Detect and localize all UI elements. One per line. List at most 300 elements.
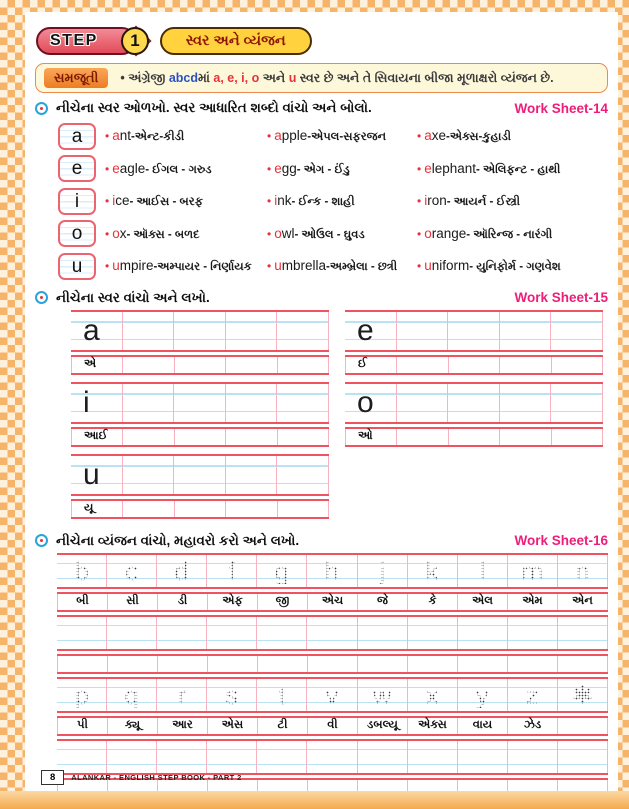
writing-cell [358,679,408,711]
gujarati-letter-name: એફ [222,595,243,607]
word-initial-letter: i [112,193,116,209]
word-gujarati-meaning: - ઈગલ - ગરુડ [145,163,212,176]
trace-letter: q [124,679,139,710]
writing-cell [123,456,175,494]
gujarati-letter-name: એચ [321,595,344,607]
word-initial-letter: e [112,160,120,176]
word-rest: lephant [431,160,477,176]
trace-letter: c [125,555,139,586]
vowel-word-item [105,128,267,144]
trace-letter: w [372,679,392,710]
target-bullet-icon [35,291,48,304]
name-cell [458,656,508,672]
trace-letter: l [479,555,486,586]
name-cell [358,594,408,610]
vowel-word-item [417,193,608,209]
vowel-word-row [58,218,608,251]
name-cell [500,357,551,373]
vowel-letter: e [71,158,83,180]
gujarati-letter-name: ડબલ્યૂ [367,719,398,731]
writing-cell [448,384,500,422]
writing-cell [408,679,458,711]
writing-cell [358,741,408,773]
trace-letter: z [525,679,539,710]
name-cell [71,501,123,517]
word-gujarati-meaning: - એગ - ઈંડુ [296,163,350,176]
name-cell [226,501,277,517]
name-cell [278,357,329,373]
vowel-letter: a [71,125,83,147]
gujarati-letter-name: સી [126,595,139,607]
explanation-text [120,71,553,86]
model-letter: o [357,385,374,419]
gujarati-letter-name: ક્યૂ [124,719,141,731]
letter-name-row [57,654,608,674]
vowel-practice-block [71,310,329,375]
writing-cell [157,555,207,587]
word-gujarati-meaning: - ઑરિન્જ - નારંગી [466,228,553,241]
writing-cell [345,312,397,350]
writing-cell [123,384,175,422]
name-cell [408,656,458,672]
gujarati-letter-name: એલ [472,595,493,607]
name-cell [358,656,408,672]
word-initial-letter: o [274,225,282,241]
vowel-word-row [58,120,608,153]
writing-cell [500,384,552,422]
target-bullet-icon [35,102,48,115]
vowel-letter-box [58,123,96,150]
gujarati-letter-name: વાય [472,719,493,731]
vowel-word-item [267,226,417,242]
gujarati-letter-name: જી [275,595,290,607]
writing-cell [123,312,175,350]
writing-cell [174,312,226,350]
writing-cell [207,679,257,711]
name-cell [57,656,108,672]
name-cell [397,357,448,373]
name-cell [158,656,208,672]
trace-letter: n [575,555,590,586]
trace-letter: g [274,555,290,586]
name-cell [57,718,108,734]
bullet-dot: • [105,194,110,209]
word-initial-letter: i [424,193,428,209]
name-cell [358,718,408,734]
word-gujarati-meaning: -એપલ-સફરજન [307,131,387,144]
gujarati-letter-name: આર [172,719,193,731]
vowel-word-item [105,161,267,177]
name-cell [123,501,174,517]
worksheet16-instruction: નીચેના વ્યંજન વાંચો, મહાવરો કરો અને લખો. [56,532,300,548]
word-rest: pple [281,128,308,144]
word-rest: range [431,225,467,241]
name-cell [108,718,158,734]
name-cell [57,594,108,610]
explain-u: u [288,70,297,85]
name-cell [175,357,226,373]
writing-cell [508,555,558,587]
chapter-title: સ્વર અને વ્યંજન [160,27,312,55]
writing-cell [277,384,329,422]
word-initial-letter: e [424,160,432,176]
bottom-border-band [0,791,629,809]
trace-letter: b [74,555,89,586]
vowel-word-row [58,185,608,218]
writing-cell [226,312,278,350]
trace-letter: h [324,555,340,586]
writing-cell [157,741,207,773]
trace-letter: s [225,679,239,710]
word-initial-letter: i [274,193,278,209]
name-cell [71,357,123,373]
worksheet14-heading-row [35,100,608,116]
name-cell [175,501,226,517]
worksheet15-label: Work Sheet-15 [514,290,608,305]
writing-cell [408,555,458,587]
gujarati-letter-name: ઝેડ [523,719,542,731]
bullet-dot: • [417,129,422,144]
writing-cell [408,741,458,773]
writing-cell [307,679,357,711]
consonant-practice-grid [57,553,608,793]
vowel-practice-area [35,310,608,526]
vowel-word-item [105,258,267,274]
ruled-writing-row [57,553,608,589]
word-rest: mbrella [281,258,326,274]
writing-cell [448,312,500,350]
letter-name-row [71,427,329,447]
worksheet16-label: Work Sheet-16 [514,533,608,548]
book-title: ALANKAR - ENGLISH STEP BOOK - PART 2 [71,773,242,782]
step-number-badge: 1 [121,27,149,55]
writing-cell [458,617,508,649]
writing-cell [257,679,307,711]
vowel-letter-box [58,188,96,215]
writing-cell [57,555,107,587]
writing-cell [558,741,608,773]
vowel-letter-box [58,155,96,182]
vowel-word-item [417,128,608,144]
gujarati-letter-name: એક્સ [418,719,447,731]
gujarati-letter-name: બી [76,595,89,607]
model-letter: a [83,313,100,347]
trace-letter: j [379,555,385,586]
word-rest: mpire [119,258,154,274]
ruled-writing-row [57,677,608,713]
gujarati-letter-name: એસ [221,719,244,731]
name-cell [278,429,329,445]
gujarati-letter-name: યૂ [84,502,94,514]
word-rest: x [119,225,127,241]
name-cell [558,718,608,734]
vowel-word-item [417,258,608,274]
name-cell [71,429,123,445]
vowel-practice-right-column [345,310,603,526]
name-cell [208,594,258,610]
gujarati-letter-name: ઓ [358,430,373,442]
worksheet14-label: Work Sheet-14 [514,100,608,116]
writing-cell [57,617,107,649]
letter-name-row [71,499,329,519]
word-gujarati-meaning: -એન્ટ-કીડી [130,131,185,144]
gujarati-letter-name: પી [77,719,88,731]
word-rest: ce [115,193,130,209]
name-cell [508,718,558,734]
writing-cell [500,312,552,350]
writing-cell [551,312,603,350]
writing-cell [107,617,157,649]
writing-cell [257,617,307,649]
worksheet16-heading-row [35,533,608,549]
writing-cell [358,617,408,649]
vowel-word-item [267,161,417,177]
writing-cell [57,679,107,711]
bullet-dot: • [105,226,110,241]
vowel-practice-block [71,382,329,447]
worksheet15-instruction: નીચેના સ્વર વાંચો અને લખો. [56,289,210,305]
explanation-tab: સમજૂતી [44,68,108,88]
vowel-letter-box [58,220,96,247]
ruled-writing-row [71,310,329,352]
name-cell [308,656,358,672]
writing-cell [57,741,107,773]
explain-vowel-list: a, e, i, o [213,70,260,85]
word-gujarati-meaning: -અમ્બ્રેલા - છત્રી [325,261,398,274]
trace-letter: v [325,679,339,710]
word-rest: nt [119,128,131,144]
name-cell [308,718,358,734]
vowel-word-item [105,226,267,242]
vowel-word-item [267,193,417,209]
bullet-dot: • [267,161,272,176]
name-cell [108,594,158,610]
word-rest: xe [431,128,446,144]
name-cell [258,718,308,734]
writing-cell [558,679,608,711]
name-cell [508,594,558,610]
worksheet14-instruction: નીચેના સ્વર ઓળખો. સ્વર આધારિત શબ્દો વાંચો અને બોલો. [56,100,372,115]
vowel-practice-block [71,454,329,519]
name-cell [552,429,603,445]
name-cell [397,429,448,445]
vowel-word-row [58,153,608,186]
page-content [25,12,618,793]
bullet-dot: • [105,259,110,274]
word-rest: wl [281,225,295,241]
writing-cell [157,617,207,649]
gujarati-letter-name: એમ [522,595,543,607]
vowel-word-item [417,226,608,242]
writing-cell [458,741,508,773]
word-initial-letter: a [274,128,282,144]
bullet-dot: • [105,161,110,176]
writing-cell [71,312,123,350]
name-cell [558,656,608,672]
writing-cell [277,312,329,350]
letter-name-row [345,427,603,447]
name-cell [408,594,458,610]
vowel-letter: i [74,190,80,212]
word-initial-letter: a [424,128,432,144]
vowel-practice-block [345,310,603,375]
word-gujarati-meaning: - યુનિફોર્મ - ગણવેશ [469,261,561,274]
writing-cell [157,679,207,711]
letter-name-row [57,592,608,612]
writing-cell [207,617,257,649]
trace-letter: d [174,555,189,586]
gujarati-letter-name: એ [84,358,97,370]
trace-letter: f [228,555,236,586]
word-gujarati-meaning: -એક્સ-કુહાડી [445,131,512,144]
name-cell [449,429,500,445]
word-gujarati-meaning: - આઈસ - બરફ [129,196,203,209]
bullet-dot: • [417,161,422,176]
writing-cell [107,679,157,711]
bullet-dot: • [417,194,422,209]
name-cell [158,594,208,610]
name-cell [258,656,308,672]
writing-cell [257,741,307,773]
explain-abcd: abcd [168,70,198,85]
writing-cell [226,384,278,422]
word-initial-letter: e [274,160,282,176]
ruled-writing-row [71,382,329,424]
name-cell [408,718,458,734]
writing-cell [174,456,226,494]
name-cell [278,501,329,517]
gujarati-letter-name: આઈ [84,430,108,442]
writing-cell [508,617,558,649]
bullet-dot: • [105,129,110,144]
name-cell [508,656,558,672]
explain-seg: • અંગ્રેજી [120,70,169,85]
explain-seg: સ્વર છે અને તે સિવાયના બીજા મૂળાક્ષરો વ્યંજન છે. [296,70,554,85]
writing-cell [207,741,257,773]
page-number: 8 [41,770,64,785]
bullet-dot: • [267,129,272,144]
vowel-word-item [267,128,417,144]
vowel-practice-block [345,382,603,447]
name-cell [449,357,500,373]
name-cell [345,357,397,373]
writing-cell [508,679,558,711]
ruled-writing-row [57,615,608,651]
name-cell [208,656,258,672]
vowel-word-item [105,193,267,209]
gujarati-letter-name: કે [428,595,437,607]
gujarati-letter-name: ડી [177,595,188,607]
name-cell [558,594,608,610]
name-cell [458,718,508,734]
word-initial-letter: o [424,225,432,241]
trace-letter: ✱ [571,679,594,710]
writing-cell [358,555,408,587]
word-initial-letter: u [424,258,432,274]
writing-cell [107,741,157,773]
letter-name-row [345,355,603,375]
trace-letter: y [475,679,489,710]
explanation-box [35,63,608,93]
writing-cell [408,617,458,649]
name-cell [175,429,226,445]
word-gujarati-meaning: - ઑક્સ - બળદ [126,228,200,241]
name-cell [458,594,508,610]
writing-cell [345,384,397,422]
trace-letter: p [74,679,89,710]
writing-cell [397,312,449,350]
trace-letter: t [278,679,286,710]
writing-cell [558,555,608,587]
page-footer [41,770,242,785]
model-letter: i [83,385,90,419]
gujarati-letter-name: ટી [277,719,288,731]
writing-cell [174,384,226,422]
word-rest: gg [281,160,297,176]
name-cell [123,357,174,373]
word-initial-letter: u [274,258,282,274]
vowel-letter-box [58,253,96,280]
model-letter: e [357,313,374,347]
vowel-letter: o [71,223,83,245]
word-initial-letter: a [112,128,120,144]
writing-cell [458,679,508,711]
name-cell [258,594,308,610]
writing-cell [397,384,449,422]
name-cell [345,429,397,445]
name-cell [552,357,603,373]
bullet-dot: • [417,226,422,241]
writing-cell [458,555,508,587]
trace-letter: m [521,555,544,586]
name-cell [108,656,158,672]
writing-cell [307,555,357,587]
word-gujarati-meaning: - આયર્ન - ઈસ્ત્રી [446,196,521,209]
word-rest: niform [431,258,470,274]
vowel-word-list [35,120,608,283]
name-cell [226,429,277,445]
ruled-writing-row [345,382,603,424]
word-rest: agle [119,160,146,176]
name-cell [500,429,551,445]
letter-name-row [71,355,329,375]
name-cell [123,429,174,445]
word-initial-letter: o [112,225,120,241]
bullet-dot: • [267,259,272,274]
step-banner [36,26,608,56]
vowel-practice-left-column [71,310,329,526]
writing-cell [277,456,329,494]
writing-cell [71,384,123,422]
writing-cell [207,555,257,587]
word-gujarati-meaning: - ઈન્ક - શાહી [291,196,355,209]
step-pill: STEP [36,27,136,55]
bullet-dot: • [267,226,272,241]
explain-seg: અને [259,70,289,85]
word-rest: nk [277,193,292,209]
writing-cell [226,456,278,494]
bullet-dot: • [417,259,422,274]
ruled-writing-row [345,310,603,352]
vowel-word-row [58,250,608,283]
word-gujarati-meaning: -અમ્પાયર - નિર્ણાયક [153,261,252,274]
writing-cell [508,741,558,773]
letter-name-row [57,716,608,736]
name-cell [158,718,208,734]
writing-cell [107,555,157,587]
model-letter: u [83,457,100,491]
word-gujarati-meaning: - ઓઉલ - ઘુવડ [294,228,365,241]
